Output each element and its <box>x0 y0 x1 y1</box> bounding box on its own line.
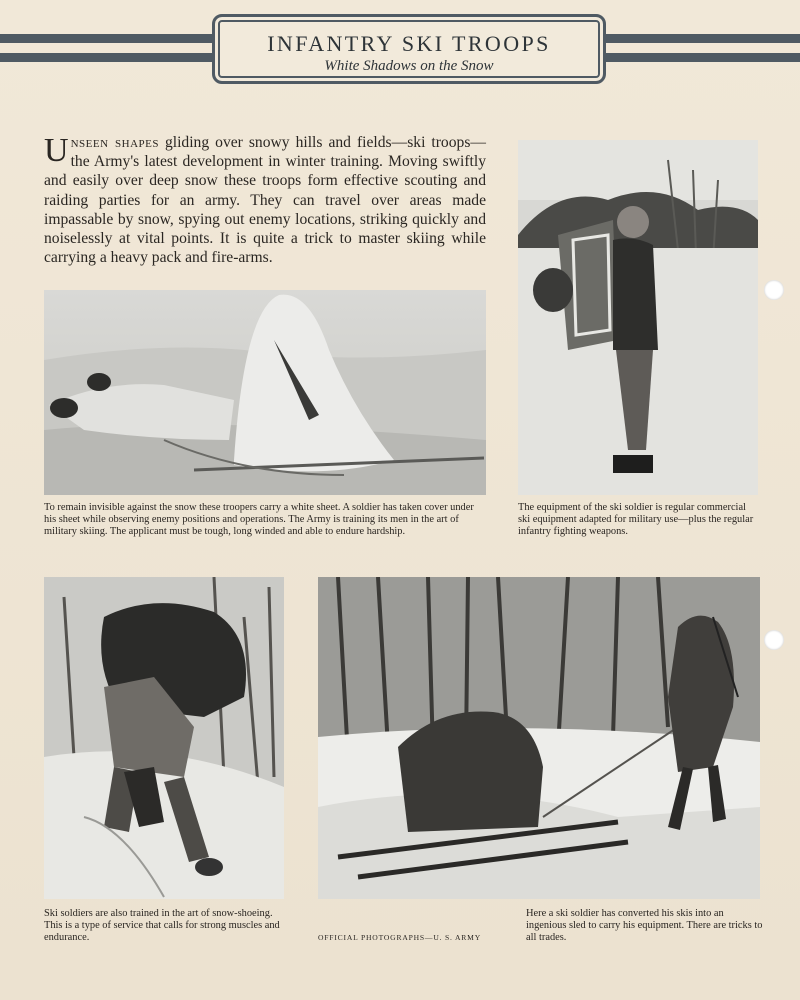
punch-hole-top <box>764 280 784 300</box>
page-subtitle: White Shadows on the Snow <box>324 58 494 74</box>
punch-hole-bottom <box>764 630 784 650</box>
caption-snowshoeing: Ski soldiers are also trained in the art of snow-shoeing. This is a type of service that calls for strong muscles and endurance. <box>44 908 280 944</box>
page-title: INFANTRY SKI TROOPS <box>267 31 551 56</box>
caption-equipment: The equipment of the ski soldier is regular commercial ski equipment adapted for military use—plus the regular infantry fighting weapons. <box>518 502 754 538</box>
photo-soldier-with-pack <box>518 140 758 495</box>
intro-lead: nseen shapes <box>70 134 159 151</box>
photo-ski-sled <box>318 577 760 899</box>
photo-snowshoeing-soldier <box>44 577 284 899</box>
photo-credit: OFFICIAL PHOTOGRAPHS—U. S. ARMY <box>318 933 481 942</box>
intro-body: gliding over snowy hills and fields—ski troops—the Army's latest development in winter training. Moving swiftly and easily over deep snow these troops form effective scouting and raiding parties for an army. They can travel over areas made impassable by snow, spying out enemy locations, striking quickly and noiselessly at vital points. It is quite a trick to master skiing while carrying a heavy pack and fire-arms. <box>44 134 486 267</box>
title-banner <box>212 14 606 84</box>
drop-cap: U <box>44 132 69 169</box>
caption-sled: Here a ski soldier has converted his skis into an ingenious sled to carry his equipment. There are tricks to all trades. <box>526 908 763 944</box>
photo-soldier-under-sheet <box>44 290 486 495</box>
caption-white-sheet: To remain invisible against the snow these troopers carry a white sheet. A soldier has taken cover under his sheet while observing enemy positions and operations. The Army is training its men in the art of military skiing. The applicant must be tough, long winded and able to endure hardship. <box>44 502 474 538</box>
intro-paragraph <box>44 133 486 267</box>
